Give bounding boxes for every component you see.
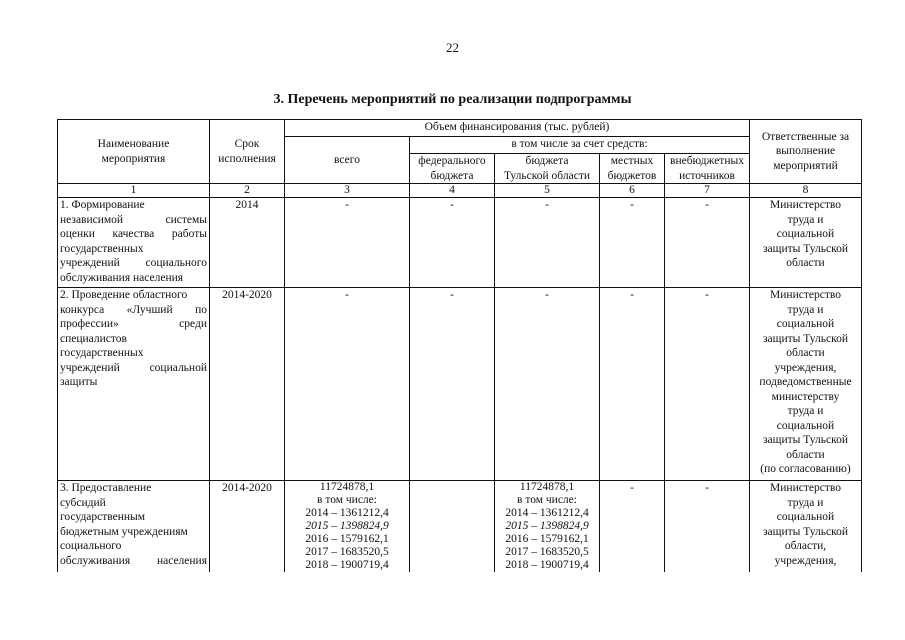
activity-name: 1. Формирование независимой системы оценки качества работы государственных учреждений социального обслуживания населения: [58, 198, 210, 288]
amount-federal: -: [410, 198, 495, 288]
amount-regional: -: [495, 198, 600, 288]
col-number: 8: [750, 184, 862, 198]
header-term: Срок исполнения: [210, 120, 285, 184]
header-financing: Объем финансирования (тыс. рублей): [285, 120, 750, 137]
activities-table: [57, 119, 862, 572]
activity-term: 2014-2020: [210, 481, 285, 573]
amount-regional: -: [495, 288, 600, 481]
activity-name: 2. Проведение областного конкурса «Лучший по профессии» среди специалистов государственных учреждений социальной защиты: [58, 288, 210, 481]
header-including: в том числе за счет средств:: [410, 137, 750, 154]
col-number: 7: [665, 184, 750, 198]
amount-federal: -: [410, 288, 495, 481]
col-number: 6: [600, 184, 665, 198]
amount-federal: [410, 481, 495, 573]
responsible: Министерство труда и социальной защиты Тульской области учреждения, подведомственные министерству труда и социальной защиты Тульской области (по согласованию): [750, 288, 862, 481]
amount-extra: -: [665, 288, 750, 481]
activity-term: 2014-2020: [210, 288, 285, 481]
amount-local: -: [600, 481, 665, 573]
col-number: 4: [410, 184, 495, 198]
header-local: местных бюджетов: [600, 154, 665, 184]
table-row: [58, 481, 862, 573]
col-number: 1: [58, 184, 210, 198]
header-name: Наименование мероприятия: [58, 120, 210, 184]
amount-regional: 11724878,1 в том числе: 2014 – 1361212,4 2015 – 1398824,9 2016 – 1579162,1 2017 – 1683520,5 2018 – 1900719,4: [495, 481, 600, 573]
amount-extra: -: [665, 481, 750, 573]
table-row: [58, 198, 862, 288]
header-responsible: Ответственные за выполнение мероприятий: [750, 120, 862, 184]
header-total: всего: [285, 137, 410, 184]
activity-name: 3. Предоставление субсидий государственным бюджетным учреждениям социального обслуживания населения: [58, 481, 210, 573]
amount-total: 11724878,1 в том числе: 2014 – 1361212,4 2015 – 1398824,9 2016 – 1579162,1 2017 – 1683520,5 2018 – 1900719,4: [285, 481, 410, 573]
responsible: Министерство труда и социальной защиты Тульской области: [750, 198, 862, 288]
col-number: 2: [210, 184, 285, 198]
header-federal: федерального бюджета: [410, 154, 495, 184]
amount-local: -: [600, 198, 665, 288]
page-number: 22: [446, 40, 459, 55]
section-title: 3. Перечень мероприятий по реализации подпрограммы: [273, 92, 632, 107]
table-row: [58, 288, 862, 481]
col-number: 5: [495, 184, 600, 198]
col-number: 3: [285, 184, 410, 198]
amount-local: -: [600, 288, 665, 481]
amount-extra: -: [665, 198, 750, 288]
header-extra: внебюджетных источников: [665, 154, 750, 184]
header-regional: бюджета Тульской области: [495, 154, 600, 184]
amount-total: -: [285, 198, 410, 288]
responsible: Министерство труда и социальной защиты Тульской области, учреждения,: [750, 481, 862, 573]
activity-term: 2014: [210, 198, 285, 288]
amount-total: -: [285, 288, 410, 481]
